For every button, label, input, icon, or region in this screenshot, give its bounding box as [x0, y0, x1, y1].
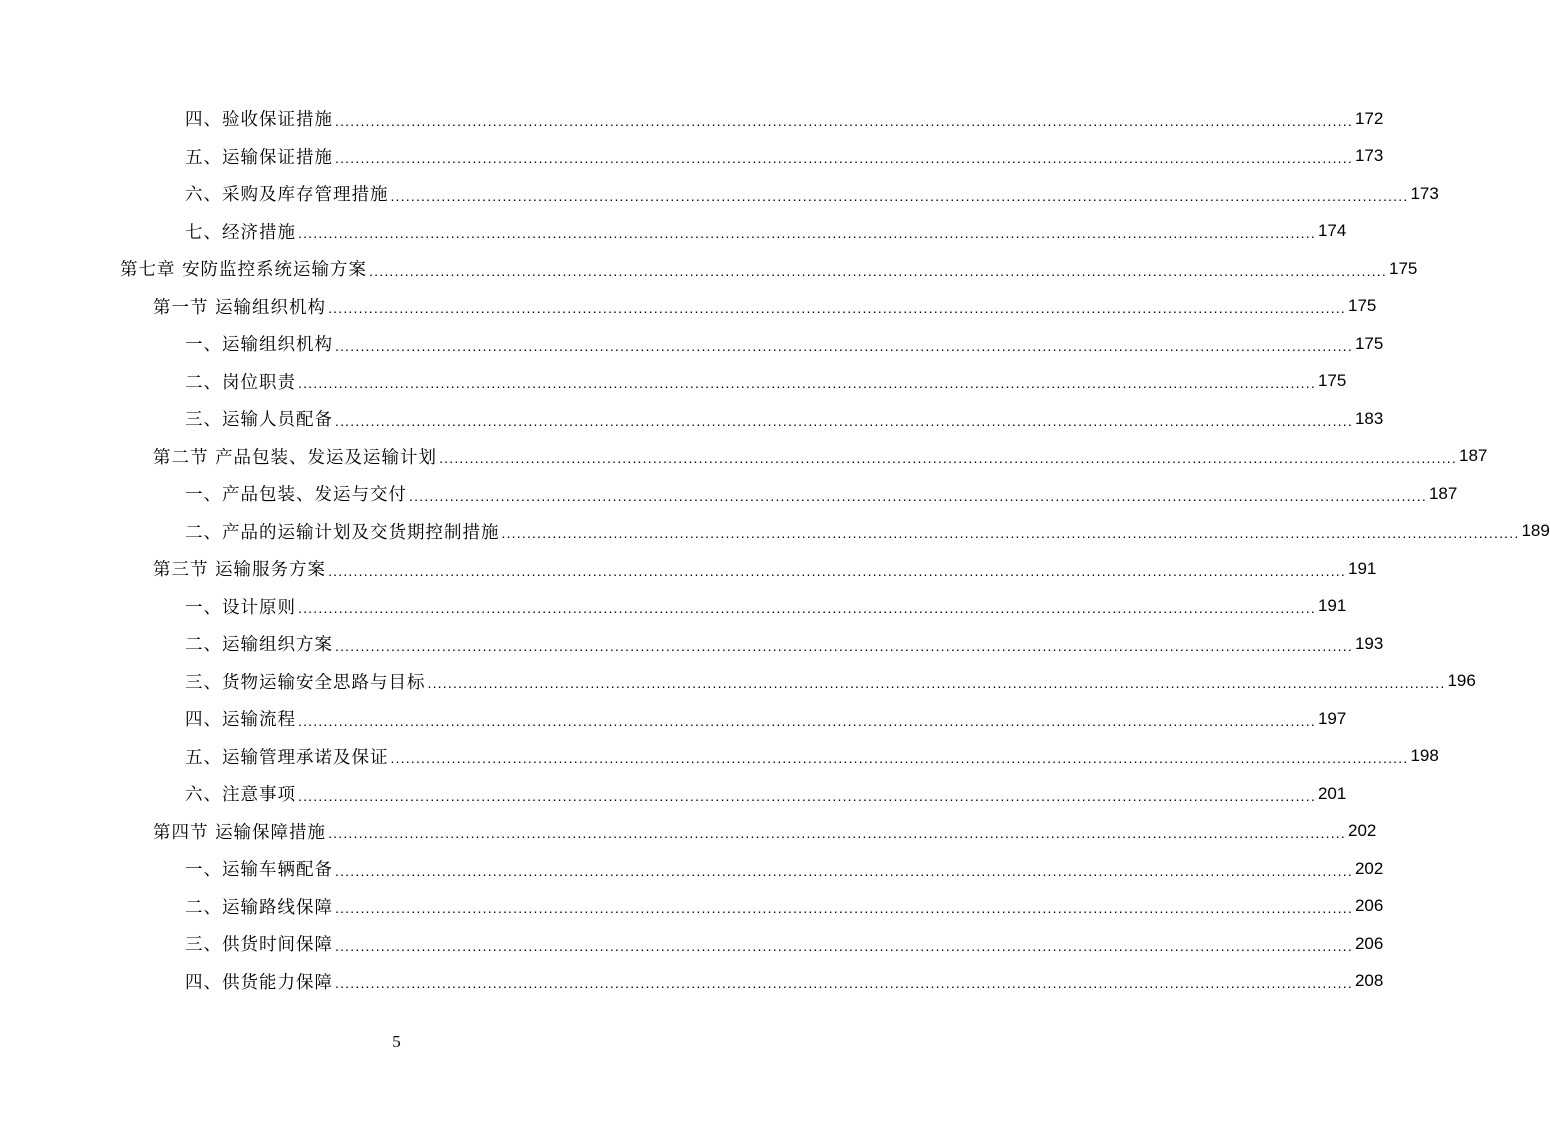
toc-entry-page: 201: [1317, 783, 1347, 803]
toc-leader-dots: ........................................................................................................................................................................................................: [335, 937, 1353, 954]
toc-entry-label: 五、运输保证措施: [185, 147, 333, 168]
toc-leader-dots: ........................................................................................................................................................................................................: [298, 225, 1316, 241]
toc-entry-label: 六、注意事项: [185, 785, 296, 806]
toc-entry[interactable]: [0, 250, 1418, 288]
toc-leader-dots: ........................................................................................................................................................................................................: [298, 600, 1316, 616]
toc-entry-page: 173: [1410, 183, 1439, 203]
toc-entry-label: 二、运输组织方案: [185, 635, 333, 656]
toc-entry[interactable]: [0, 625, 1384, 663]
toc-entry[interactable]: [0, 513, 1550, 551]
toc-entry[interactable]: [0, 288, 1377, 326]
toc-entry-label: 第三节 运输服务方案: [153, 560, 327, 581]
toc-entry[interactable]: [0, 438, 1488, 476]
toc-entry[interactable]: [0, 888, 1384, 926]
toc-entry-page: 193: [1354, 633, 1384, 653]
toc-entry[interactable]: [0, 475, 1458, 513]
toc-entry[interactable]: [0, 925, 1384, 963]
toc-entry-label: 一、设计原则: [185, 597, 296, 618]
toc-entry-page: 174: [1317, 221, 1347, 241]
toc-entry[interactable]: [0, 100, 1384, 138]
toc-entry[interactable]: [0, 550, 1377, 588]
toc-leader-dots: ........................................................................................................................................................................................................: [328, 562, 1346, 579]
toc-entry[interactable]: [0, 213, 1347, 251]
toc-leader-dots: ........................................................................................................................................................................................................: [390, 187, 1409, 204]
toc-entry[interactable]: [0, 963, 1384, 1001]
toc-leader-dots: ........................................................................................................................................................................................................: [369, 262, 1387, 279]
toc-leader-dots: ........................................................................................................................................................................................................: [335, 150, 1353, 166]
toc-leader-dots: ........................................................................................................................................................................................................: [409, 487, 1427, 504]
toc-entry[interactable]: [0, 363, 1347, 401]
toc-entry-label: 三、货物运输安全思路与目标: [185, 672, 426, 693]
toc-leader-dots: ........................................................................................................................................................................................................: [439, 450, 1457, 466]
toc-entry-label: 二、产品的运输计划及交货期控制措施: [185, 522, 500, 543]
toc-leader-dots: ........................................................................................................................................................................................................: [335, 337, 1353, 354]
toc-leader-dots: ........................................................................................................................................................................................................: [335, 862, 1353, 879]
toc-leader-dots: ........................................................................................................................................................................................................: [390, 750, 1409, 766]
toc-entry-label: 四、验收保证措施: [185, 110, 333, 131]
toc-entry-page: 208: [1354, 971, 1384, 991]
toc-entry-page: 197: [1317, 708, 1347, 728]
toc-entry[interactable]: [0, 175, 1439, 213]
toc-entry-page: 187: [1459, 446, 1488, 466]
toc-entry-page: 173: [1354, 146, 1384, 166]
toc-entry-label: 七、经济措施: [185, 222, 296, 243]
toc-entry-page: 196: [1447, 671, 1476, 691]
toc-entry-page: 202: [1354, 858, 1384, 878]
toc-entry[interactable]: [0, 738, 1439, 776]
toc-leader-dots: ........................................................................................................................................................................................................: [427, 675, 1446, 691]
toc-entry-label: 第一节 运输组织机构: [153, 297, 327, 318]
toc-entry[interactable]: [0, 850, 1384, 888]
toc-entry-page: 206: [1354, 933, 1384, 953]
toc-leader-dots: ........................................................................................................................................................................................................: [328, 300, 1346, 316]
toc-entry-label: 二、运输路线保障: [185, 897, 333, 918]
toc-entry-label: 五、运输管理承诺及保证: [185, 747, 389, 768]
toc-entry-label: 第四节 运输保障措施: [153, 822, 327, 843]
toc-entry[interactable]: [0, 588, 1347, 626]
toc-entry[interactable]: [0, 663, 1476, 701]
toc-entry-page: 191: [1317, 596, 1347, 616]
toc-entry[interactable]: [0, 138, 1384, 176]
toc-entry-page: 187: [1428, 483, 1458, 503]
toc-entry-label: 三、运输人员配备: [185, 410, 333, 431]
toc-entry[interactable]: [0, 400, 1384, 438]
toc-entry-label: 第七章 安防监控系统运输方案: [120, 260, 368, 281]
toc-leader-dots: ........................................................................................................................................................................................................: [335, 900, 1353, 916]
toc-entry-label: 第二节 产品包装、发运及运输计划: [153, 447, 438, 468]
toc-entry-label: 一、运输车辆配备: [185, 860, 333, 881]
toc-entry-label: 四、供货能力保障: [185, 972, 333, 993]
toc-entry-page: 175: [1348, 296, 1377, 316]
toc-entry-page: 202: [1348, 821, 1377, 841]
toc-leader-dots: ........................................................................................................................................................................................................: [298, 787, 1316, 804]
toc-entry[interactable]: [0, 775, 1347, 813]
table-of-contents: [0, 100, 1550, 1000]
toc-entry-page: 198: [1410, 746, 1439, 766]
toc-leader-dots: ........................................................................................................................................................................................................: [298, 712, 1316, 729]
toc-entry-label: 三、供货时间保障: [185, 935, 333, 956]
toc-entry-label: 四、运输流程: [185, 710, 296, 731]
toc-entry-label: 六、采购及库存管理措施: [185, 185, 389, 206]
toc-entry-page: 189: [1521, 521, 1550, 541]
toc-entry[interactable]: [0, 700, 1347, 738]
toc-entry-page: 175: [1354, 333, 1384, 353]
page-number: 5: [392, 1032, 401, 1051]
toc-leader-dots: ........................................................................................................................................................................................................: [335, 112, 1353, 129]
toc-entry-page: 191: [1348, 558, 1377, 578]
toc-leader-dots: ........................................................................................................................................................................................................: [501, 525, 1520, 541]
toc-entry-page: 206: [1354, 896, 1384, 916]
toc-entry-label: 一、产品包装、发运与交付: [185, 485, 407, 506]
toc-leader-dots: ........................................................................................................................................................................................................: [335, 975, 1353, 991]
toc-entry-page: 172: [1354, 108, 1384, 128]
toc-entry[interactable]: [0, 325, 1384, 363]
toc-leader-dots: ........................................................................................................................................................................................................: [335, 412, 1353, 429]
toc-leader-dots: ........................................................................................................................................................................................................: [335, 637, 1353, 654]
toc-entry-page: 183: [1354, 408, 1384, 428]
toc-entry-label: 一、运输组织机构: [185, 335, 333, 356]
toc-entry-page: 175: [1389, 258, 1418, 278]
toc-entry[interactable]: [0, 813, 1377, 851]
toc-entry-page: 175: [1317, 371, 1347, 391]
toc-leader-dots: ........................................................................................................................................................................................................: [298, 375, 1316, 391]
toc-entry-label: 二、岗位职责: [185, 372, 296, 393]
toc-leader-dots: ........................................................................................................................................................................................................: [328, 825, 1346, 841]
